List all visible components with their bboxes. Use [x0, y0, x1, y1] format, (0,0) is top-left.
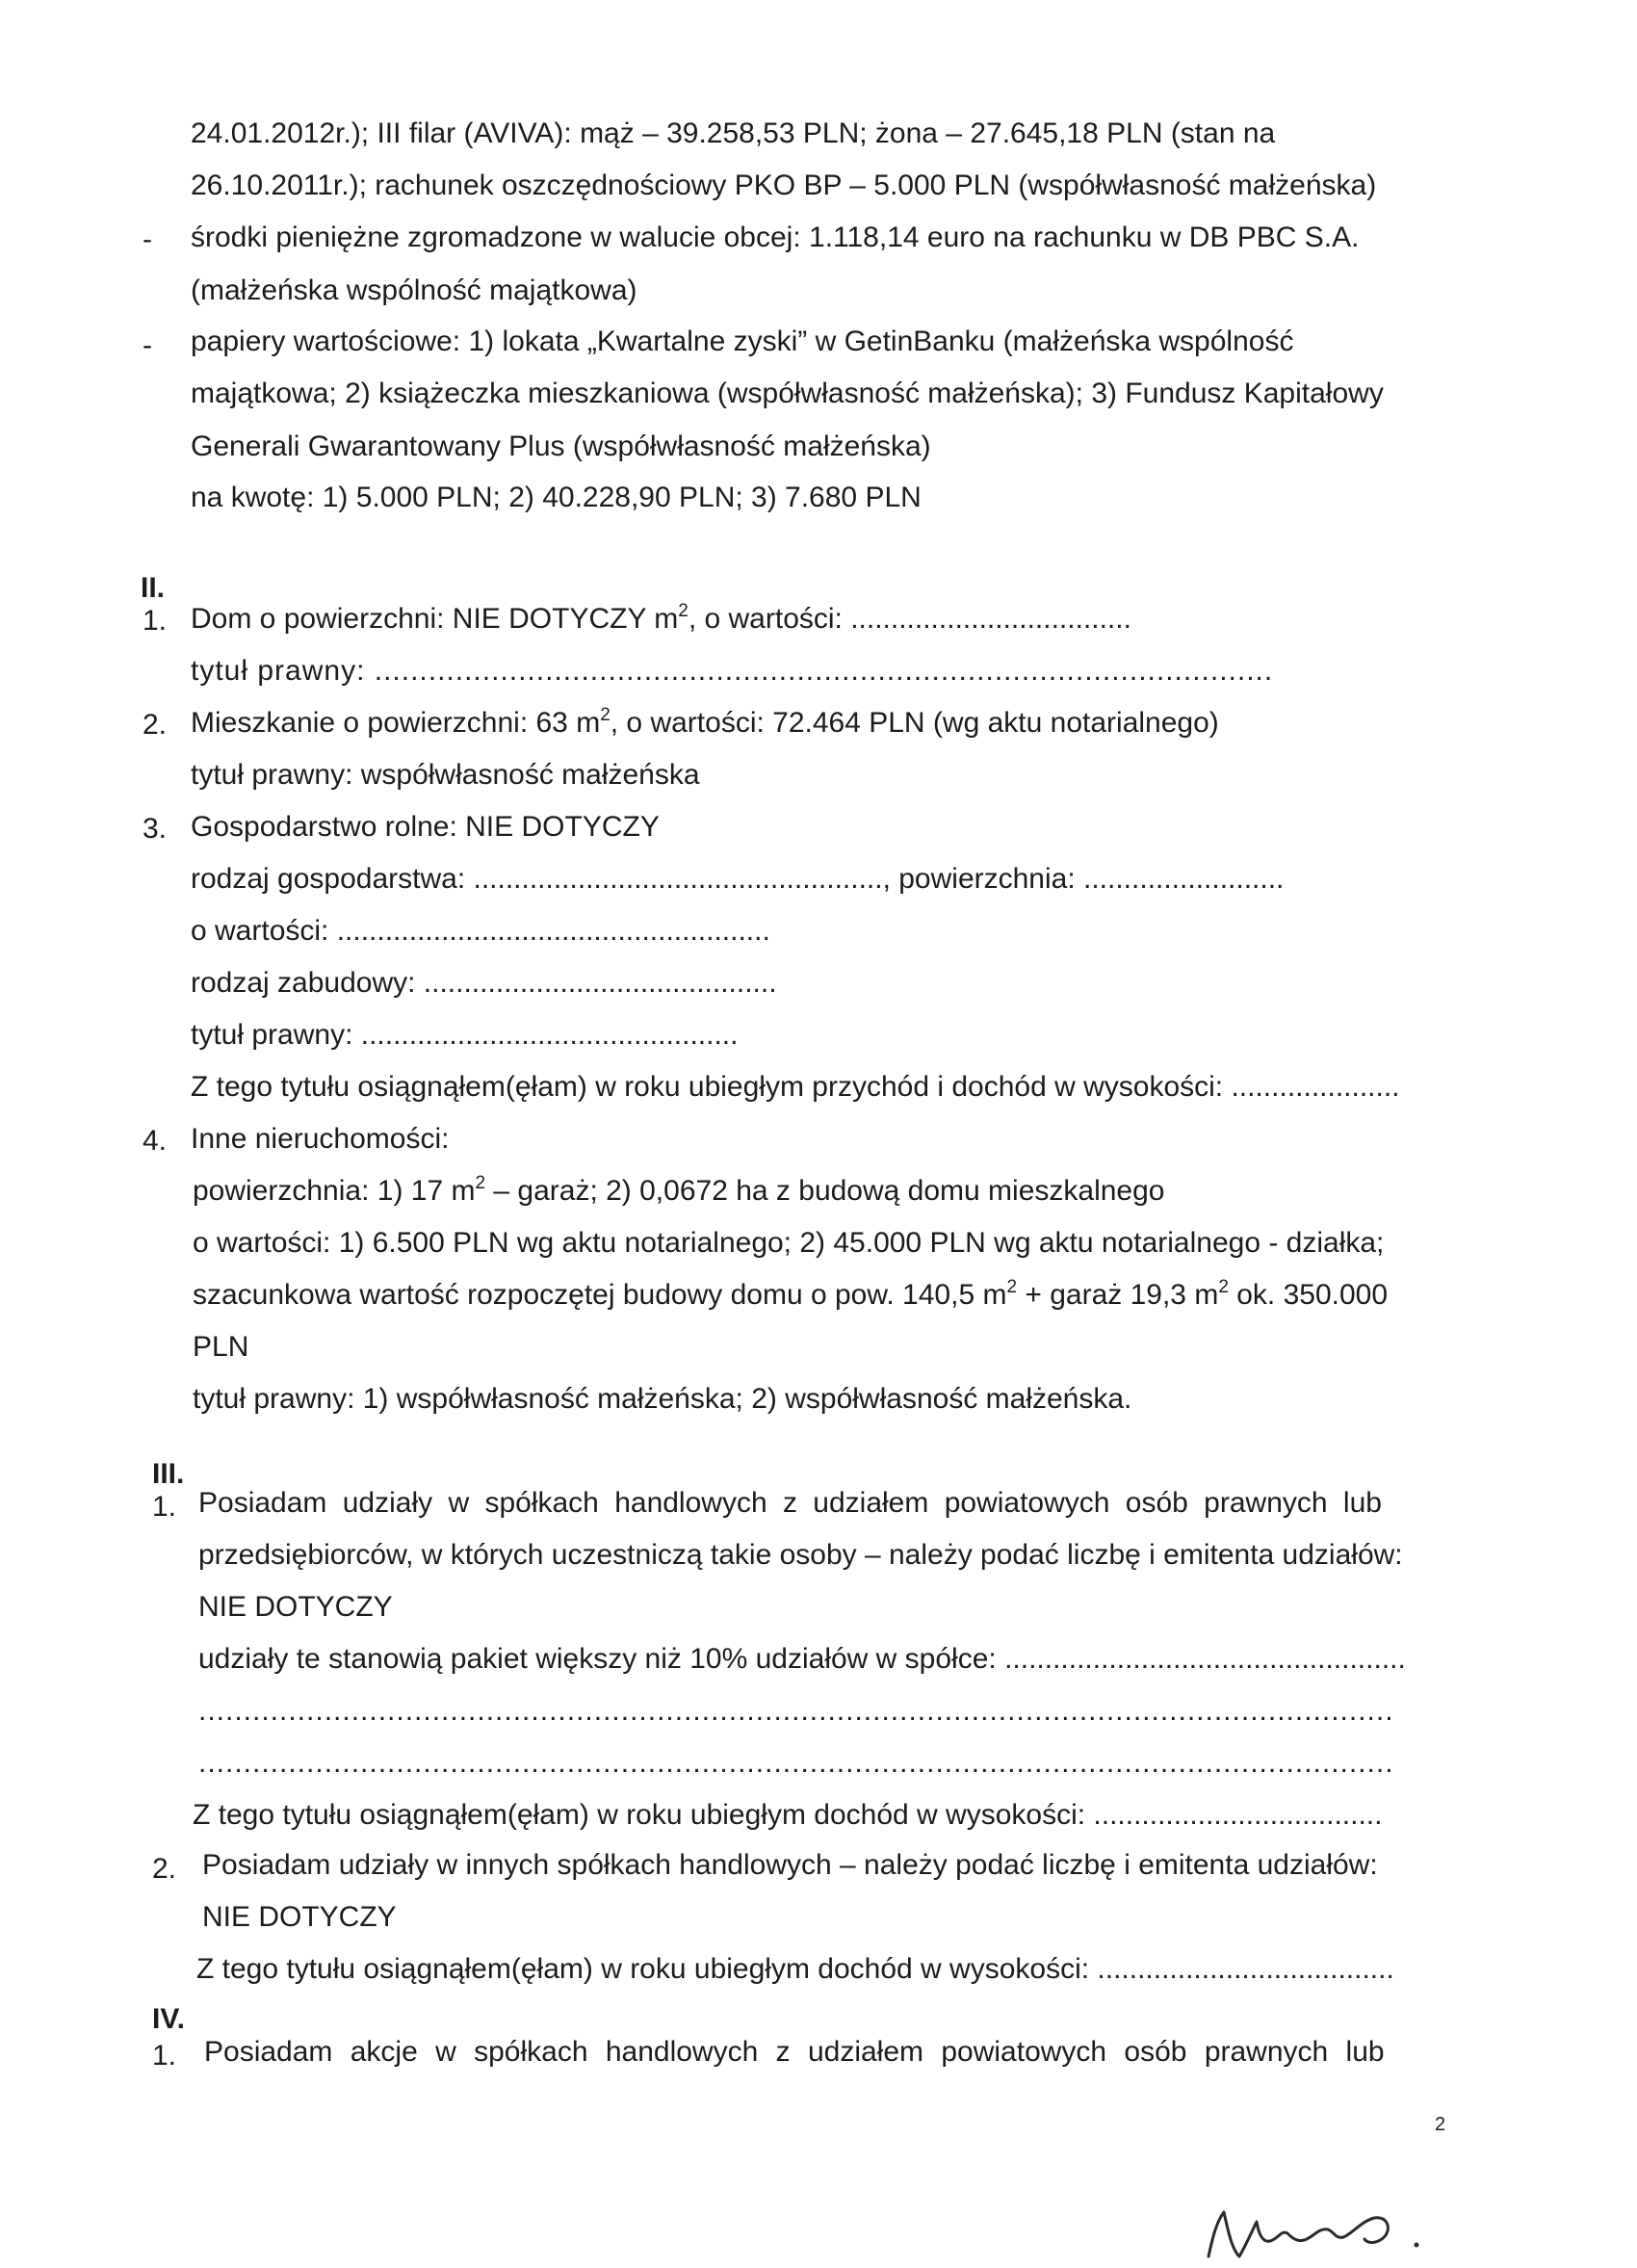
text-line: ..................................................................................................................................... [198, 1747, 1394, 1779]
text-line: udziały te stanowią pakiet większy niż 10% udziałów w spółce: .................................................. [198, 1643, 1406, 1675]
text-line: Posiadam akcje w spółkach handlowych z udziałem powiatowych osób prawnych lub [204, 2036, 1385, 2068]
text-line: Inne nieruchomości: [191, 1123, 450, 1155]
bullet-dash: - [143, 329, 152, 361]
text-line: rodzaj zabudowy: ............................................ [191, 967, 777, 999]
page-number: 2 [1435, 2114, 1446, 2135]
text-line: tytuł prawny: .................................................................................................... [191, 655, 1274, 687]
signature-icon [1199, 2201, 1488, 2268]
text-line: ..................................................................................................................................... [198, 1695, 1394, 1727]
text-line: o wartości: 1) 6.500 PLN wg aktu notarialnego; 2) 45.000 PLN wg aktu notarialnego - działka; [193, 1227, 1385, 1259]
item-number: 1. [143, 605, 168, 637]
text-line: tytuł prawny: 1) współwłasność małżeńska; 2) współwłasność małżeńska. [193, 1383, 1132, 1415]
text-line: (małżeńska wspólność majątkowa) [191, 274, 637, 306]
text-line: PLN [193, 1331, 249, 1363]
text-line: przedsiębiorców, w których uczestniczą takie osoby – należy podać liczbę i emitenta udziałów: [198, 1539, 1403, 1571]
text-line: 24.01.2012r.); III filar (AVIVA): mąż – 39.258,53 PLN; żona – 27.645,18 PLN (stan na [191, 117, 1276, 149]
section-heading: IV. [152, 2003, 185, 2035]
bullet-dash: - [143, 223, 152, 255]
text-line: środki pieniężne zgromadzone w walucie obcej: 1.118,14 euro na rachunku w DB PBC S.A. [191, 222, 1360, 253]
item-number: 3. [143, 813, 168, 845]
text-line: tytuł prawny: współwłasność małżeńska [191, 759, 700, 791]
item-number: 1. [152, 2040, 177, 2072]
text-line: tytuł prawny: ............................................... [191, 1019, 739, 1051]
item-number: 2. [143, 709, 168, 741]
text-line: na kwotę: 1) 5.000 PLN; 2) 40.228,90 PLN; 3) 7.680 PLN [191, 482, 922, 513]
text-line: Mieszkanie o powierzchni: 63 $m^2$, o wartości: 72.464 PLN (wg aktu notarialnego) [191, 705, 1219, 739]
text-line: szacunkowa wartość rozpoczętej budowy domu o pow. 140,5 $m^2$ + garaż 19,3 $m^2$ ok. 350.000 [193, 1277, 1389, 1311]
text-line: Generali Gwarantowany Plus (współwłasność małżeńska) [191, 430, 931, 462]
section-heading: III. [152, 1458, 185, 1490]
text-line: Gospodarstwo rolne: NIE DOTYCZY [191, 811, 660, 843]
text-line: powierzchnia: 1) 17 $m^2$ – garaż; 2) 0,0672 ha z budową domu mieszkalnego [193, 1173, 1165, 1207]
text-line: o wartości: ...................................................... [191, 915, 770, 947]
text-line: rodzaj gospodarstwa: ..................................................., powierzchnia: ......................... [191, 863, 1285, 895]
text-line: 26.10.2011r.); rachunek oszczędnościowy PKO BP – 5.000 PLN (współwłasność małżeńska) [191, 169, 1377, 201]
item-number: 4. [143, 1125, 168, 1157]
text-line: papiery wartościowe: 1) lokata „Kwartalne zyski” w GetinBanku (małżeńska wspólność [191, 326, 1294, 357]
text-line: majątkowa; 2) książeczka mieszkaniowa (współwłasność małżeńska); 3) Fundusz Kapitałowy [191, 378, 1384, 409]
text-line: Posiadam udziały w innych spółkach handlowych – należy podać liczbę i emitenta udziałów: [202, 1849, 1378, 1881]
text-line: Posiadam udziały w spółkach handlowych z udziałem powiatowych osób prawnych lub [198, 1487, 1382, 1519]
text-line: Dom o powierzchni: NIE DOTYCZY $m^2$, o wartości: ................................... [191, 601, 1131, 635]
text-line: Z tego tytułu osiągnąłem(ęłam) w roku ubiegłym przychód i dochód w wysokości: ..................... [191, 1071, 1400, 1103]
text-line: NIE DOTYCZY [198, 1591, 393, 1623]
text-line: Z tego tytułu osiągnąłem(ęłam) w roku ubiegłym dochód w wysokości: .................................... [193, 1799, 1383, 1831]
item-number: 1. [152, 1491, 177, 1523]
text-line: Z tego tytułu osiągnąłem(ęłam) w roku ubiegłym dochód w wysokości: ..................................... [196, 1953, 1394, 1985]
item-number: 2. [152, 1853, 177, 1885]
section-heading: II. [141, 572, 166, 604]
text-line: NIE DOTYCZY [202, 1901, 397, 1933]
